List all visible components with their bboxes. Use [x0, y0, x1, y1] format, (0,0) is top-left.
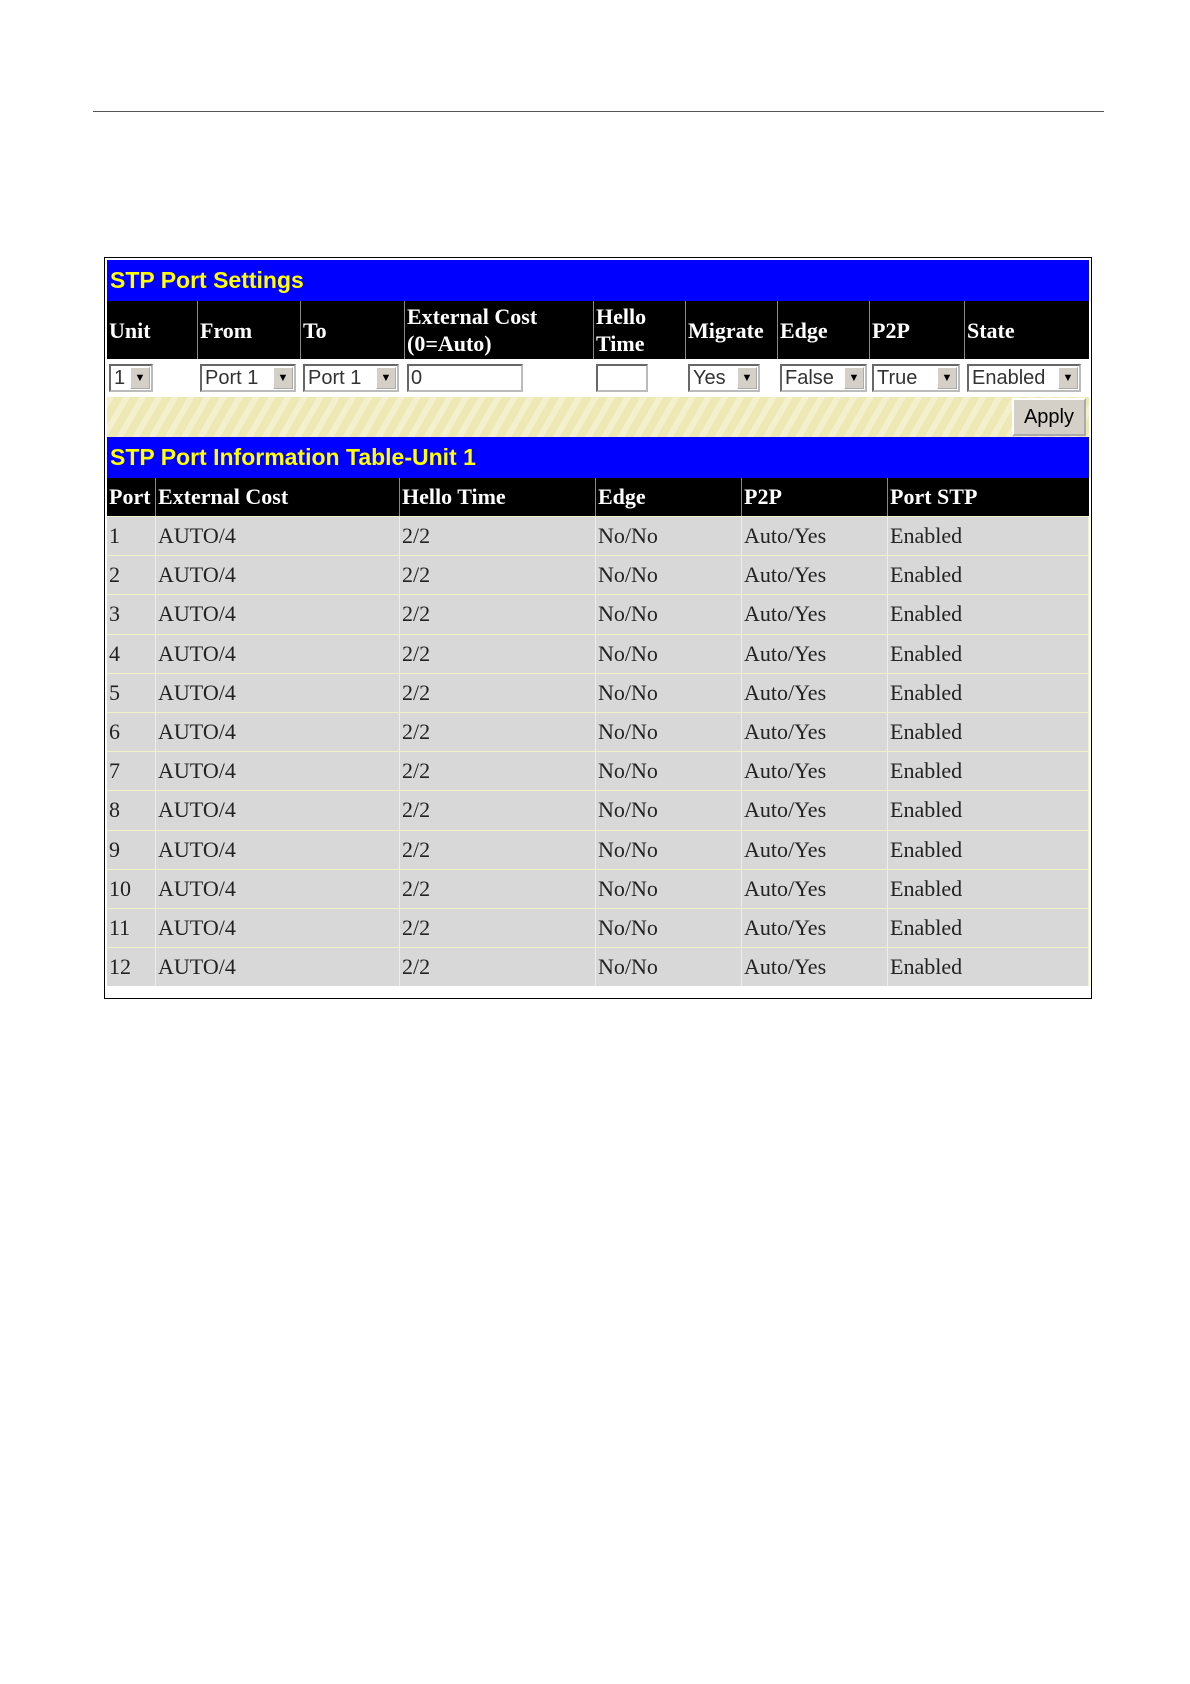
cell-external-cost: AUTO/4 [156, 909, 400, 947]
cell-hello-time: 2/2 [400, 517, 596, 555]
cell-edge: No/No [596, 713, 742, 751]
header-from: From [198, 301, 301, 359]
migrate-select-value: Yes [693, 366, 726, 389]
cell-port: 9 [107, 831, 156, 869]
cell-port: 5 [107, 674, 156, 712]
cell-port-stp: Enabled [888, 635, 1089, 673]
p2p-select-value: True [877, 366, 918, 389]
cell-port: 7 [107, 752, 156, 790]
cell-edge: No/No [596, 635, 742, 673]
info-header-external-cost: External Cost [156, 478, 400, 516]
cell-hello-time: 2/2 [400, 752, 596, 790]
cell-port: 10 [107, 870, 156, 908]
to-port-select[interactable] [303, 364, 399, 392]
header-to: To [301, 301, 405, 359]
info-header-port-stp: Port STP [890, 484, 978, 509]
table-row [107, 634, 1089, 673]
table-row [107, 516, 1089, 555]
cell-edge: No/No [596, 595, 742, 633]
state-select-value: Enabled [972, 366, 1046, 389]
apply-button[interactable]: Apply [1012, 398, 1086, 436]
cell-edge: No/No [596, 556, 742, 594]
table-row [107, 908, 1089, 947]
header-external-cost-line1: External Cost [407, 304, 538, 329]
cell-hello-time: 2/2 [400, 870, 596, 908]
cell-edge: No/No [596, 870, 742, 908]
cell-external-cost: AUTO/4 [156, 831, 400, 869]
cell-external-cost: AUTO/4 [156, 635, 400, 673]
cell-p2p: Auto/Yes [742, 909, 888, 947]
cell-external-cost: AUTO/4 [156, 517, 400, 555]
table-row [107, 673, 1089, 712]
p2p-select[interactable] [872, 364, 960, 392]
cell-p2p: Auto/Yes [742, 752, 888, 790]
cell-p2p: Auto/Yes [742, 517, 888, 555]
edge-select-value: False [785, 366, 834, 389]
header-edge: Edge [778, 301, 870, 359]
cell-p2p: Auto/Yes [742, 635, 888, 673]
cell-port-stp: Enabled [888, 791, 1089, 829]
info-header-hello-time: Hello Time [400, 478, 596, 516]
header-unit: Unit [107, 301, 198, 359]
settings-header-row [107, 301, 1089, 359]
table-row [107, 751, 1089, 790]
cell-port-stp: Enabled [888, 909, 1089, 947]
cell-port: 8 [107, 791, 156, 829]
table-row [107, 712, 1089, 751]
header-migrate: Migrate [686, 301, 778, 359]
cell-port-stp: Enabled [888, 713, 1089, 751]
cell-external-cost: AUTO/4 [156, 713, 400, 751]
cell-hello-time: 2/2 [400, 909, 596, 947]
unit-select-value: 1 [114, 366, 126, 389]
cell-hello-time: 2/2 [400, 674, 596, 712]
cell-p2p: Auto/Yes [742, 556, 888, 594]
cell-external-cost: AUTO/4 [156, 674, 400, 712]
cell-port-stp: Enabled [888, 556, 1089, 594]
settings-controls-row [107, 359, 1089, 397]
cell-hello-time: 2/2 [400, 595, 596, 633]
header-external-cost-line2: (0=Auto) [407, 331, 492, 356]
state-select[interactable] [967, 364, 1081, 392]
cell-edge: No/No [596, 791, 742, 829]
cell-port-stp: Enabled [888, 948, 1089, 986]
cell-port: 1 [107, 517, 156, 555]
external-cost-input[interactable]: 0 [407, 364, 523, 392]
cell-port: 2 [107, 556, 156, 594]
cell-edge: No/No [596, 752, 742, 790]
cell-p2p: Auto/Yes [742, 595, 888, 633]
cell-hello-time: 2/2 [400, 713, 596, 751]
chevron-down-icon: ▼ [130, 367, 150, 389]
info-table-body [107, 516, 1089, 986]
from-port-select-value: Port 1 [205, 366, 259, 389]
header-p2p: P2P [870, 301, 965, 359]
settings-title: STP Port Settings [107, 260, 1089, 301]
table-row [107, 869, 1089, 908]
header-divider [93, 111, 1104, 112]
from-port-select[interactable] [200, 364, 296, 392]
cell-port-stp: Enabled [888, 595, 1089, 633]
migrate-select[interactable] [688, 364, 760, 392]
cell-external-cost: AUTO/4 [156, 752, 400, 790]
table-row [107, 947, 1089, 986]
unit-select[interactable] [109, 364, 153, 392]
to-port-select-value: Port 1 [308, 366, 362, 389]
cell-port-stp: Enabled [888, 752, 1089, 790]
chevron-down-icon: ▼ [844, 367, 864, 389]
cell-external-cost: AUTO/4 [156, 556, 400, 594]
cell-p2p: Auto/Yes [742, 674, 888, 712]
cell-port: 6 [107, 713, 156, 751]
cell-hello-time: 2/2 [400, 635, 596, 673]
info-header-port: Port [107, 478, 156, 516]
cell-hello-time: 2/2 [400, 831, 596, 869]
info-table-title: STP Port Information Table-Unit 1 [107, 437, 1089, 478]
cell-external-cost: AUTO/4 [156, 791, 400, 829]
cell-edge: No/No [596, 831, 742, 869]
header-hello-time-line2: Time [596, 331, 645, 356]
table-row [107, 830, 1089, 869]
cell-edge: No/No [596, 674, 742, 712]
chevron-down-icon: ▼ [273, 367, 293, 389]
chevron-down-icon: ▼ [937, 367, 957, 389]
cell-port: 12 [107, 948, 156, 986]
cell-port: 11 [107, 909, 156, 947]
cell-p2p: Auto/Yes [742, 713, 888, 751]
info-header-p2p: P2P [742, 478, 888, 516]
table-row [107, 594, 1089, 633]
cell-external-cost: AUTO/4 [156, 948, 400, 986]
table-row [107, 555, 1089, 594]
apply-row [107, 397, 1089, 437]
cell-external-cost: AUTO/4 [156, 870, 400, 908]
header-hello-time-line1: Hello [596, 304, 647, 329]
cell-edge: No/No [596, 909, 742, 947]
cell-port: 4 [107, 635, 156, 673]
cell-port-stp: Enabled [888, 674, 1089, 712]
edge-select[interactable] [780, 364, 867, 392]
header-state: State [967, 317, 1015, 343]
chevron-down-icon: ▼ [376, 367, 396, 389]
cell-port-stp: Enabled [888, 517, 1089, 555]
info-header-row [107, 478, 1089, 516]
header-external-cost [405, 301, 594, 359]
cell-p2p: Auto/Yes [742, 791, 888, 829]
chevron-down-icon: ▼ [1058, 367, 1078, 389]
stp-panel [104, 257, 1092, 999]
cell-hello-time: 2/2 [400, 791, 596, 829]
cell-p2p: Auto/Yes [742, 831, 888, 869]
info-header-edge: Edge [596, 478, 742, 516]
cell-port-stp: Enabled [888, 831, 1089, 869]
cell-p2p: Auto/Yes [742, 948, 888, 986]
cell-hello-time: 2/2 [400, 556, 596, 594]
cell-port-stp: Enabled [888, 870, 1089, 908]
header-hello-time [594, 301, 686, 359]
hello-time-input[interactable] [596, 364, 648, 392]
table-row [107, 790, 1089, 829]
cell-port: 3 [107, 595, 156, 633]
cell-external-cost: AUTO/4 [156, 595, 400, 633]
chevron-down-icon: ▼ [737, 367, 757, 389]
cell-p2p: Auto/Yes [742, 870, 888, 908]
cell-edge: No/No [596, 948, 742, 986]
cell-edge: No/No [596, 517, 742, 555]
cell-hello-time: 2/2 [400, 948, 596, 986]
